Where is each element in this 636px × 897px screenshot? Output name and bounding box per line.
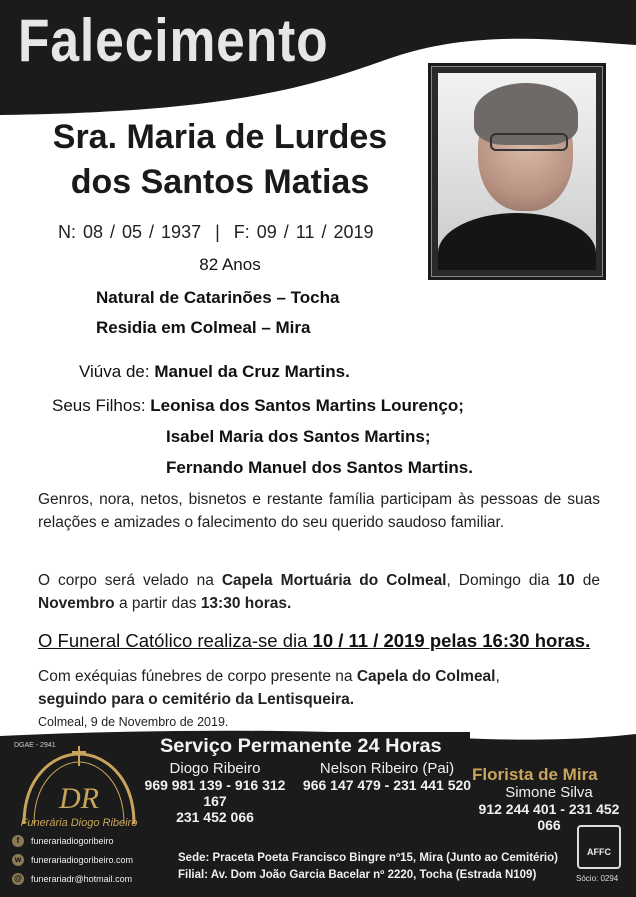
contact-nelson: Nelson Ribeiro (Pai) 966 147 479 - 231 441 520 (302, 760, 472, 793)
web-icon: w (12, 854, 24, 866)
dateline: Colmeal, 9 de Novembro de 2019. (38, 715, 229, 729)
death-date: F: 09 / 11 / 2019 (233, 222, 374, 242)
birthplace: Natural de Catarinões – Tocha (96, 288, 340, 307)
residence: Residia em Colmeal – Mira (96, 318, 311, 337)
affc-badge: AFFC (577, 825, 621, 869)
logo-letters: DR (59, 782, 99, 815)
deceased-name-line1: Sra. Maria de Lurdes (52, 118, 388, 156)
contact-simone: Simone Silva 912 244 401 - 231 452 066 (478, 784, 620, 833)
deceased-name-line2: dos Santos Matias (70, 163, 370, 201)
child-line (166, 458, 473, 478)
life-dates (58, 222, 374, 243)
family-notice: Genros, nora, netos, bisnetos e restante família participam às pessoas de suas relações e amizades o falecimento do seu querido saudoso familiar. (38, 491, 600, 531)
widow-label: Viúva de: (79, 362, 150, 381)
logo-label: Funerária Diogo Ribeiro (20, 817, 138, 829)
child-line (166, 427, 431, 447)
widow-line (79, 362, 350, 382)
service-banner: Serviço Permanente 24 Horas (160, 736, 442, 757)
wake-info: O corpo será velado na Capela Mortuária do Colmeal, Domingo dia 10 de Novembro a partir das 13:30 horas. (38, 572, 600, 612)
birth-date: N: 08 / 05 / 1937 (58, 222, 202, 242)
funeral-home-logo (14, 746, 144, 826)
facebook-icon: f (12, 835, 24, 847)
children-line (52, 396, 464, 416)
date-separator: | (215, 222, 220, 242)
email-icon: @ (12, 873, 24, 885)
child-name: Isabel Maria dos Santos Martins; (166, 427, 431, 446)
florista-label: Florista de Mira (472, 765, 598, 784)
contact-diogo: Diogo Ribeiro 969 981 139 - 916 312 167 231 452 066 (144, 760, 286, 825)
age: 82 Anos (199, 255, 261, 274)
exequias-info: Com exéquias fúnebres de corpo presente na Capela do Colmeal, seguindo para o cemitério da Lentisqueira. (38, 668, 500, 708)
address-filial: Filial: Av. Dom João Garcia Bacelar nº 2220, Tocha (Estrada N109) (178, 869, 537, 881)
socio-number: Sócio: 0294 (576, 874, 619, 883)
social-email[interactable]: @ funerariadr@hotmail.com (12, 873, 132, 885)
address-sede: Sede: Praceta Poeta Francisco Bingre nº15, Mira (Junto ao Cemitério) (178, 852, 558, 864)
social-facebook[interactable]: f funerariadiogoribeiro (12, 835, 114, 847)
child-name: Fernando Manuel dos Santos Martins. (166, 458, 473, 477)
dgae-code: DGAE - 2941 (14, 742, 56, 749)
deceased-photo (428, 63, 606, 280)
child-name: Leonisa dos Santos Martins Lourenço; (150, 396, 464, 415)
page-title: Falecimento (18, 7, 329, 74)
funeral-info: O Funeral Católico realiza-se dia 10 / 11 / 2019 pelas 16:30 horas. (38, 630, 591, 651)
social-web[interactable]: w funerariadiogoribeiro.com (12, 854, 133, 866)
children-label: Seus Filhos: (52, 396, 146, 415)
widow-name: Manuel da Cruz Martins. (154, 362, 350, 381)
